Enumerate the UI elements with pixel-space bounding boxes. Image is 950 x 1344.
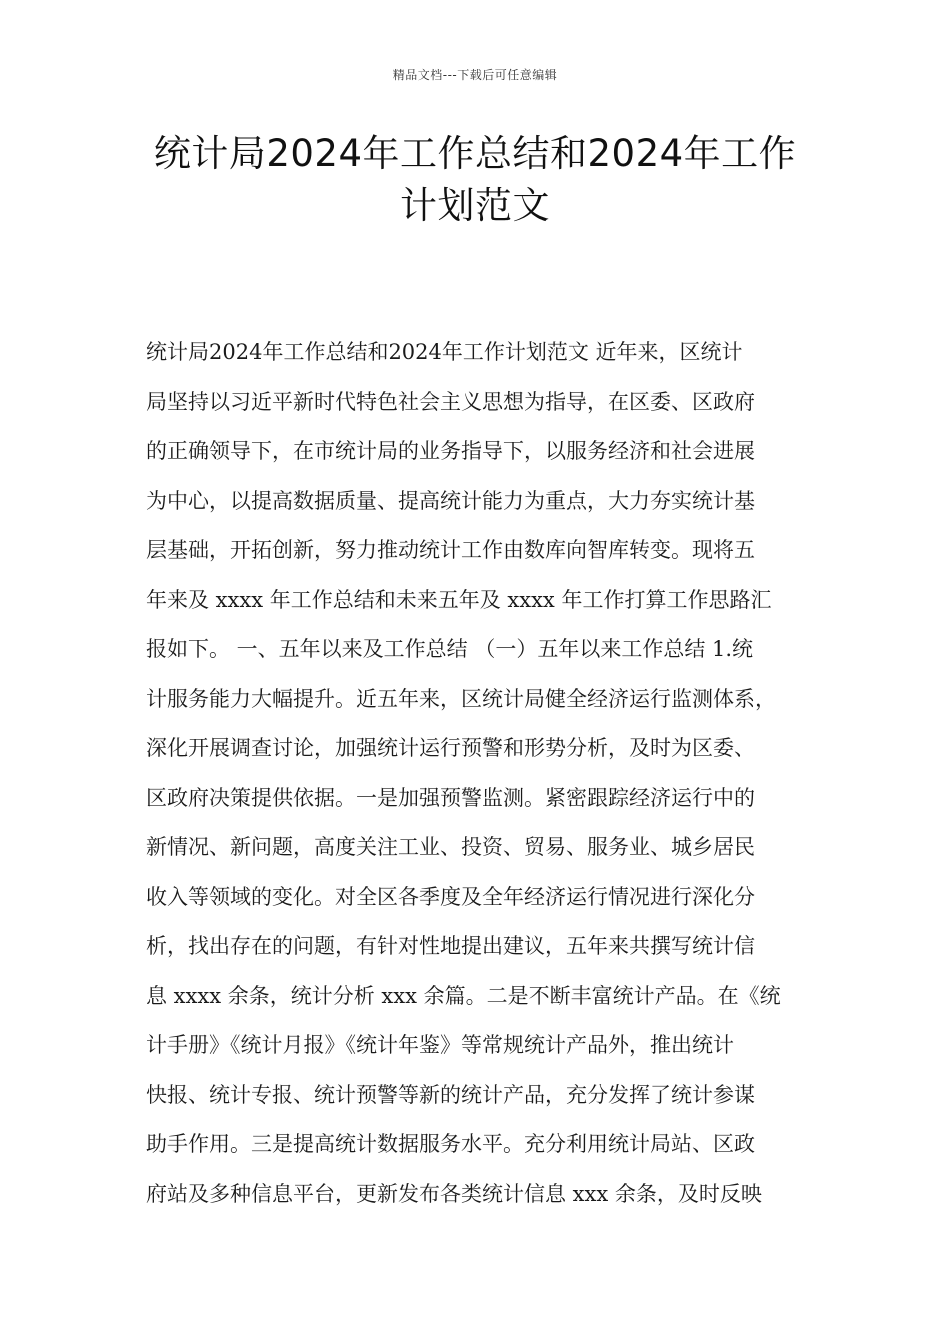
body-line: 深化开展调查讨论，加强统计运行预警和形势分析，及时为区委、 [146, 736, 755, 760]
title-line-1: 统计局2024年工作总结和2024年工作 [153, 132, 797, 175]
body-line: 计手册》《统计月报》《统计年鉴》等常规统计产品外，推出统计 [146, 1033, 734, 1057]
body-line: 区政府决策提供依据。一是加强预警监测。紧密跟踪经济运行中的 [146, 785, 755, 810]
body-line: 息 xxxx 余条，统计分析 xxx 余篇。二是不断丰富统计产品。在《统 [146, 983, 781, 1008]
body-line: 助手作用。三是提高统计数据服务水平。充分利用统计局站、区政 [146, 1132, 755, 1156]
body-line: 府站及多种信息平台，更新发布各类统计信息 xxx 余条，及时反映 [146, 1181, 762, 1206]
body-line: 析，找出存在的问题，有针对性地提出建议，五年来共撰写统计信 [146, 934, 755, 958]
body-paragraph [146, 328, 826, 1219]
body-line: 层基础，开拓创新，努力推动统计工作由数库向智库转变。现将五 [146, 538, 755, 562]
body-line: 统计局2024年工作总结和2024年工作计划范文 近年来，区统计 [146, 340, 743, 364]
body-line: 报如下。 一、五年以来及工作总结 （一）五年以来工作总结 1.统 [146, 637, 754, 661]
body-line: 收入等领域的变化。对全区各季度及全年经济运行情况进行深化分 [146, 884, 755, 909]
body-line: 为中心，以提高数据质量、提高统计能力为重点，大力夯实统计基 [146, 488, 755, 513]
body-line: 新情况、新问题，高度关注工业、投资、贸易、服务业、城乡居民 [146, 835, 755, 859]
header-note: 精品文档---下载后可任意编辑 [392, 68, 558, 82]
body-line: 计服务能力大幅提升。近五年来，区统计局健全经济运行监测体系， [146, 686, 776, 711]
document-title [120, 128, 830, 232]
body-line: 局坚持以习近平新时代特色社会主义思想为指导，在区委、区政府 [146, 389, 755, 414]
title-line-2: 计划范文 [400, 184, 550, 227]
body-line: 年来及 xxxx 年工作总结和未来五年及 xxxx 年工作打算工作思路汇 [146, 587, 772, 612]
body-line: 的正确领导下，在市统计局的业务指导下，以服务经济和社会进展 [146, 439, 755, 463]
body-line: 快报、统计专报、统计预警等新的统计产品，充分发挥了统计参谋 [146, 1082, 755, 1107]
